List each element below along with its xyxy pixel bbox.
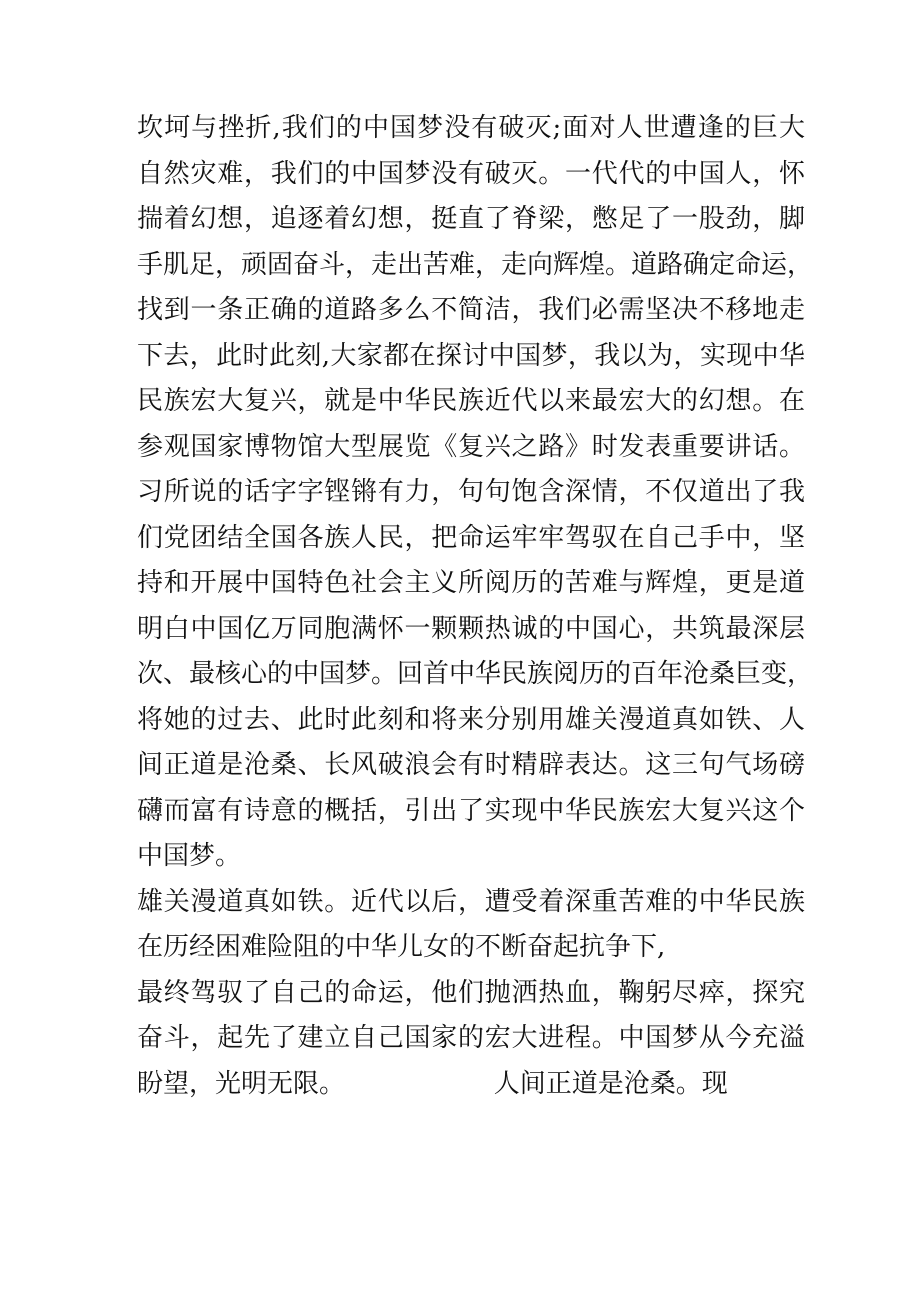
text-line: 将她的过去、此时此刻和将来分别用雄关漫道真如铁、人 bbox=[137, 704, 805, 735]
text-line: 找到一条正确的道路多么不简洁，我们必需坚决不移地走 bbox=[137, 295, 805, 325]
text-line: 在历经困难险阻的中华儿女的不断奋起抗争下, bbox=[137, 932, 666, 962]
text-line: 中国梦。 bbox=[137, 841, 242, 871]
text-line: 最终驾驭了自己的命运，他们抛洒热血，鞠躬尽瘁，探究 bbox=[137, 977, 805, 1008]
text-line: 坎坷与挫折,我们的中国梦没有破灭;面对人世遭逢的巨大 bbox=[137, 113, 805, 143]
text-line: 持和开展中国特色社会主义所阅历的苦难与辉煌，更是道 bbox=[137, 568, 805, 598]
body-text bbox=[137, 106, 814, 1107]
text-line: 参观国家博物馆大型展览《复兴之路》时发表重要讲话。 bbox=[137, 431, 805, 462]
text-line: 下去，此时此刻,大家都在探讨中国梦，我以为，实现中华 bbox=[137, 340, 805, 371]
text-line: 明白中国亿万同胞满怀一颗颗热诚的中国心，共筑最深层 bbox=[137, 613, 805, 644]
text-line: 自然灾难，我们的中国梦没有破灭。一代代的中国人，怀 bbox=[137, 158, 805, 189]
text-line: 礴而富有诗意的概括，引出了实现中华民族宏大复兴这个 bbox=[137, 795, 805, 826]
text-line: 习所说的话字字铿锵有力，句句饱含深情，不仅道出了我 bbox=[137, 477, 805, 507]
text-line: 手肌足，顽固奋斗，走出苦难，走向辉煌。道路确定命运， bbox=[137, 249, 814, 280]
text-line: 雄关漫道真如铁。近代以后，遭受着深重苦难的中华民族 bbox=[137, 886, 805, 917]
text-line: 民族宏大复兴，就是中华民族近代以来最宏大的幻想。在 bbox=[137, 386, 805, 416]
text-line: 间正道是沧桑、长风破浪会有时精辟表达。这三句气场磅 bbox=[137, 750, 805, 780]
text-line: 奋斗，起先了建立自己国家的宏大进程。中国梦从今充溢 bbox=[137, 1023, 805, 1053]
text-line: 揣着幻想，追逐着幻想，挺直了脊梁，憋足了一股劲，脚 bbox=[137, 204, 805, 234]
text-line: 盼望，光明无限。 人间正道是沧桑。现 bbox=[137, 1068, 728, 1099]
text-line: 们党团结全国各族人民，把命运牢牢驾驭在自己手中，坚 bbox=[137, 522, 805, 553]
text-line: 次、最核心的中国梦。回首中华民族阅历的百年沧桑巨变， bbox=[137, 659, 814, 689]
